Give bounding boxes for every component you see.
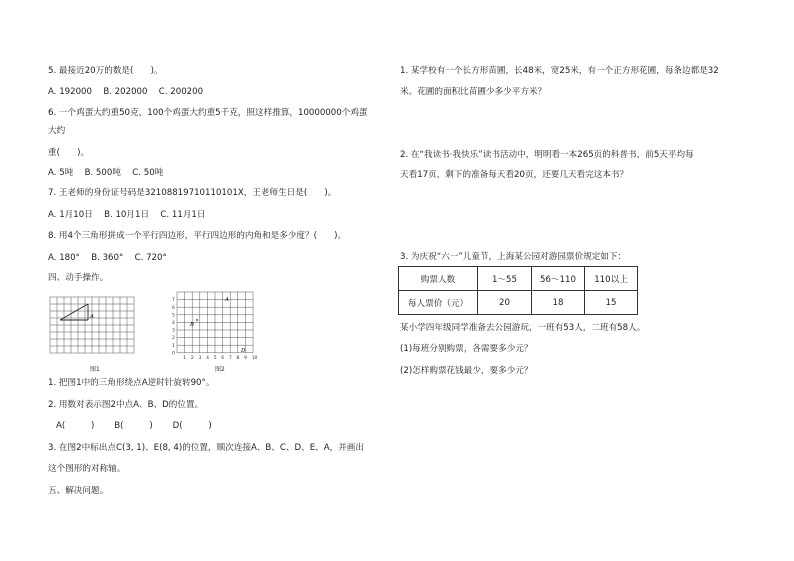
question-6-options: A. 5吨 B. 500吨 C. 50吨 bbox=[48, 168, 164, 178]
question-5-options: A. 192000 B. 202000 C. 200200 bbox=[48, 87, 204, 97]
problem-3-line2: 某小学四年级同学准备去公园游玩，一班有53人，二班有58人。 bbox=[400, 323, 646, 333]
ticket-price-table bbox=[398, 266, 638, 315]
x-tick-label: 9 bbox=[244, 355, 247, 361]
x-tick-label: 7 bbox=[228, 355, 232, 361]
section-5-heading: 五、解决问题。 bbox=[48, 486, 109, 496]
question-6-line2: 大约 bbox=[48, 126, 66, 136]
x-tick-label: 5 bbox=[213, 355, 217, 361]
y-tick-label: 0 bbox=[172, 351, 175, 357]
table-cell: 110以上 bbox=[585, 267, 638, 291]
question-6-line3: 重( )。 bbox=[48, 148, 90, 158]
figure-2 bbox=[170, 289, 276, 361]
table-cell: 56～110 bbox=[532, 267, 585, 291]
operation-2-blanks: A( ) B( ) D( ) bbox=[56, 421, 212, 431]
table-row bbox=[399, 267, 638, 291]
y-tick-label: 6 bbox=[172, 305, 175, 311]
figure-2-point-b: B bbox=[190, 322, 195, 328]
table-row bbox=[399, 291, 638, 315]
problem-3-question-2: (2)怎样购票花钱最少，要多少元？ bbox=[400, 366, 533, 376]
table-cell: 每人票价（元） bbox=[399, 291, 478, 315]
operation-1: 1. 把图1中的三角形绕点A逆时针旋转90°。 bbox=[48, 378, 215, 388]
operation-2: 2. 用数对表示图2中点A、B、D的位置。 bbox=[48, 400, 204, 410]
x-tick-label: 1 bbox=[183, 355, 187, 361]
y-tick-label: 4 bbox=[172, 321, 175, 326]
question-8: 8. 用4个三角形拼成一个平行四边形，平行四边形的内角和是多少度？( )。 bbox=[48, 231, 347, 241]
x-tick-label: 6 bbox=[221, 355, 225, 361]
y-tick-label: 3 bbox=[172, 328, 175, 334]
table-cell: 1～55 bbox=[478, 267, 532, 291]
y-tick-label: 5 bbox=[172, 313, 175, 319]
table-cell: 20 bbox=[478, 291, 532, 315]
figure-2-point-d: D bbox=[241, 348, 246, 354]
x-tick-label: 10 bbox=[251, 355, 258, 361]
figure-2-caption: 图2 bbox=[215, 366, 225, 373]
problem-3-line1: 3. 为庆祝“六一”儿童节，上海某公园对游园票价规定如下： bbox=[400, 252, 627, 262]
table-cell: 15 bbox=[585, 291, 638, 315]
operation-3-line1: 3. 在图2中标出点C(3, 1)、E(8, 4)的位置，顺次连接A、B、C、D、E、A，并画出 bbox=[48, 443, 364, 453]
question-6-line1: 6. 一个鸡蛋大约重50克，100个鸡蛋大约重5千克，照这样推算，10000000个鸡蛋 bbox=[48, 108, 368, 118]
figure-1-caption: 图1 bbox=[90, 366, 100, 373]
x-tick-label: 4 bbox=[206, 355, 209, 361]
problem-1-line2: 米。花圃的面积比苗圃少多少平方米？ bbox=[400, 87, 547, 97]
table-cell: 18 bbox=[532, 291, 585, 315]
question-8-options: A. 180° B. 360° C. 720° bbox=[48, 253, 167, 263]
figure-2-point-a: A bbox=[225, 297, 229, 303]
x-tick-label: 3 bbox=[198, 355, 202, 361]
question-7-options: A. 1月10日 B. 10月1日 C. 11月1日 bbox=[48, 210, 206, 220]
figure-1 bbox=[48, 295, 140, 359]
problem-2-line2: 天看17页，剩下的准备每天看20页，还要几天看完这本书？ bbox=[400, 170, 629, 180]
problem-3-question-1: (1)每班分别购票，各需要多少元？ bbox=[400, 344, 533, 354]
question-5: 5. 最接近20万的数是( )。 bbox=[48, 66, 163, 76]
x-tick-label: 8 bbox=[236, 355, 240, 361]
x-tick-label: 2 bbox=[190, 355, 194, 361]
problem-1-line1: 1. 某学校有一个长方形苗圃，长48米，宽25米，有一个正方形花圃，每条边都是32 bbox=[400, 66, 719, 76]
question-7: 7. 王老师的身份证号码是321088197101101​01X，王老师生日是( )。 bbox=[48, 188, 337, 198]
figure-1-grid bbox=[48, 295, 140, 359]
table-cell: 购票人数 bbox=[399, 267, 478, 291]
y-tick-label: 2 bbox=[172, 336, 175, 342]
problem-2-line1: 2. 在“我读书·我快乐”读书活动中，明明看一本265页的科普书，前5天平均每 bbox=[400, 150, 694, 160]
operation-3-line2: 这个图形的对称轴。 bbox=[48, 464, 126, 474]
point-b-dot bbox=[196, 319, 198, 321]
figure-2-grid bbox=[170, 289, 276, 361]
section-4-heading: 四、动手操作。 bbox=[48, 273, 109, 283]
y-tick-label: 1 bbox=[172, 343, 175, 349]
y-tick-label: 7 bbox=[172, 298, 175, 304]
figure-1-point-a: A bbox=[90, 314, 94, 320]
